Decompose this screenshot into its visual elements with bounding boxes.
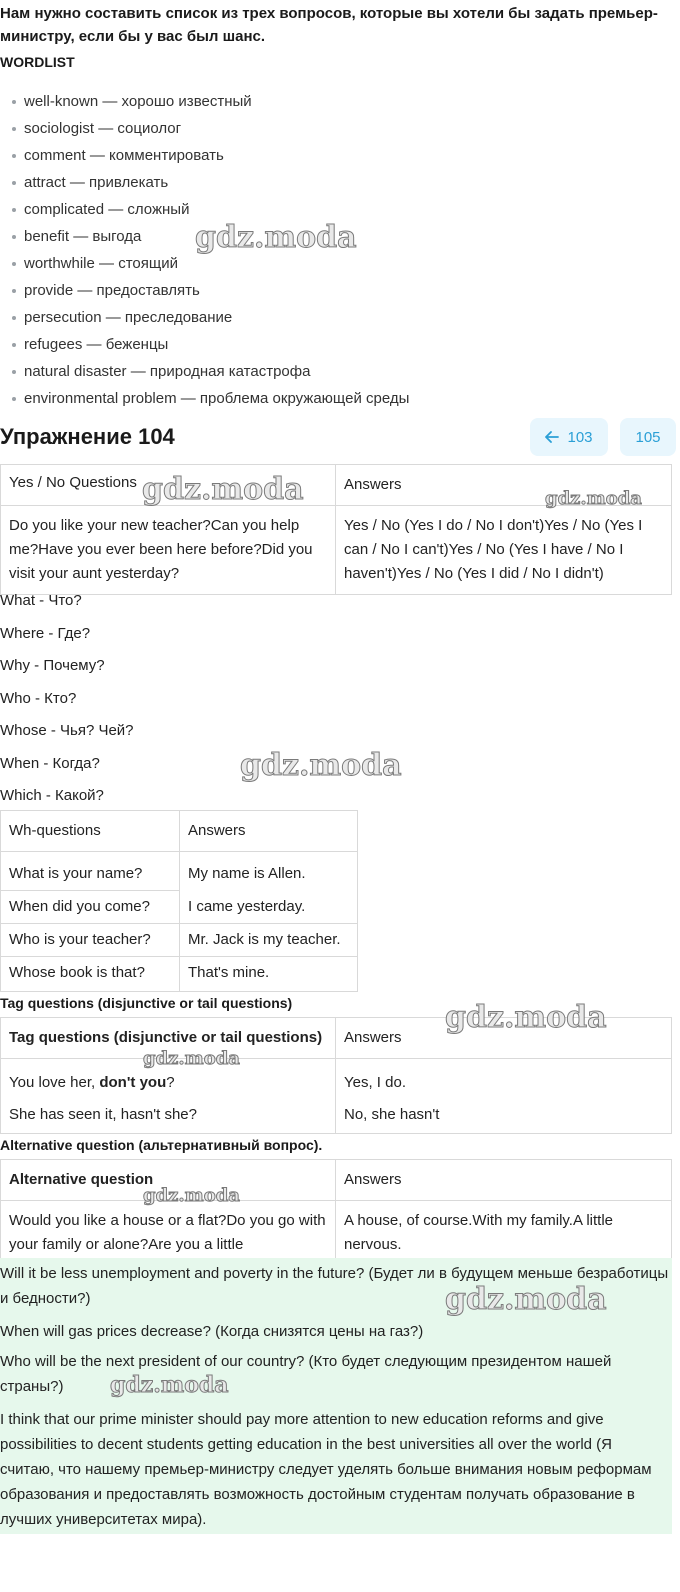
watermark: gdz.moda bbox=[143, 1185, 240, 1206]
bullet-icon bbox=[12, 316, 16, 320]
table-header-row bbox=[1, 811, 358, 852]
wh-word: Where - Где? bbox=[0, 625, 91, 642]
yesno-table bbox=[0, 464, 672, 595]
list-item: environmental problem — проблема окружающей среды bbox=[10, 385, 409, 412]
table-cell: Would you like a house or a flat?Do you go with your family or alone?Are you a little bbox=[1, 1201, 336, 1266]
bullet-icon bbox=[12, 100, 16, 104]
table-row bbox=[1, 924, 358, 957]
table-header: Answers bbox=[180, 811, 358, 852]
table-cell: Yes / No (Yes I do / No I don't)Yes / No (Yes I can / No I can't)Yes / No (Yes I have / No I haven't)Yes / No (Yes I did / No I didn't) bbox=[336, 506, 672, 595]
next-exercise-label: 105 bbox=[635, 428, 661, 446]
watermark: gdz.moda bbox=[445, 1000, 607, 1035]
table-cell: Mr. Jack is my teacher. bbox=[180, 924, 358, 957]
table-cell: Yes, I do. bbox=[336, 1059, 672, 1100]
wh-word: What - Что? bbox=[0, 592, 82, 609]
table-header: Answers bbox=[336, 1018, 672, 1059]
table-header: Alternative question bbox=[1, 1160, 336, 1201]
table-header-row bbox=[1, 1160, 672, 1201]
bullet-icon bbox=[12, 154, 16, 158]
wh-word: Why - Почему? bbox=[0, 657, 105, 674]
next-exercise-button[interactable] bbox=[620, 418, 676, 456]
bullet-icon bbox=[12, 262, 16, 266]
bullet-icon bbox=[12, 127, 16, 131]
watermark: gdz.moda bbox=[110, 1372, 229, 1398]
wh-word: When - Когда? bbox=[0, 755, 100, 772]
bullet-icon bbox=[12, 181, 16, 185]
bullet-icon bbox=[12, 235, 16, 239]
bullet-icon bbox=[12, 289, 16, 293]
table-header: Tag questions (disjunctive or tail questions) bbox=[1, 1018, 336, 1059]
wh-word: Which - Какой? bbox=[0, 787, 104, 804]
bullet-icon bbox=[12, 208, 16, 212]
list-item: natural disaster — природная катастрофа bbox=[10, 358, 409, 385]
table-header: Wh-questions bbox=[1, 811, 180, 852]
table-cell: She has seen it, hasn't she? bbox=[1, 1099, 336, 1134]
table-cell: You love her, don't you? bbox=[1, 1059, 336, 1100]
table-row bbox=[1, 852, 358, 891]
answer-paragraph: I think that our prime minister should pay more attention to new education reforms and give possibilities to decent students getting education in the best universities all over the world (Я считаю, что нашему премьер-министру следует уделять больше внимания новым реформам образования и предоставлять возможность достойным студентам получать образование в лучших университетах мира). bbox=[0, 1411, 652, 1528]
table-cell: Do you like your new teacher?Can you help me?Have you ever been here before?Did you visit your aunt yesterday? bbox=[1, 506, 336, 595]
prev-exercise-button[interactable] bbox=[530, 418, 608, 456]
list-item: well-known — хорошо известный bbox=[10, 88, 409, 115]
watermark: gdz.moda bbox=[240, 748, 402, 783]
list-item: provide — предоставлять bbox=[10, 277, 409, 304]
table-cell: That's mine. bbox=[180, 957, 358, 992]
watermark: gdz.moda bbox=[142, 472, 304, 507]
tag-section-title: Tag questions (disjunctive or tail questions) bbox=[0, 995, 293, 1011]
table-cell: Who is your teacher? bbox=[1, 924, 180, 957]
list-item: complicated — сложный bbox=[10, 196, 409, 223]
watermark: gdz.moda bbox=[545, 488, 642, 509]
table-header: Answers bbox=[336, 465, 672, 506]
answer-paragraph: When will gas prices decrease? (Когда снизятся цены на газ?) bbox=[0, 1323, 424, 1340]
prev-exercise-label: 103 bbox=[567, 428, 593, 446]
alt-table bbox=[0, 1159, 672, 1266]
arrow-left-icon bbox=[545, 431, 559, 443]
table-header: Answers bbox=[336, 1160, 672, 1201]
bullet-icon bbox=[12, 343, 16, 347]
table-row bbox=[1, 1099, 672, 1134]
table-cell: My name is Allen. bbox=[180, 852, 358, 891]
watermark: gdz.moda bbox=[195, 220, 357, 255]
alt-section-title: Alternative question (альтернативный вопрос). bbox=[0, 1137, 323, 1153]
list-item: sociologist — социолог bbox=[10, 115, 409, 142]
table-cell: A house, of course.With my family.A little nervous. bbox=[336, 1201, 672, 1266]
table-cell: When did you come? bbox=[1, 891, 180, 924]
bullet-icon bbox=[12, 370, 16, 374]
task-intro: Нам нужно составить список из трех вопросов, которые вы хотели бы задать премьер-министру, если бы у вас был шанс. bbox=[0, 5, 658, 45]
table-row bbox=[1, 1059, 672, 1100]
watermark: gdz.moda bbox=[143, 1048, 240, 1069]
table-cell: Whose book is that? bbox=[1, 957, 180, 992]
wh-word: Whose - Чья? Чей? bbox=[0, 722, 134, 739]
bullet-icon bbox=[12, 397, 16, 401]
list-item: comment — комментировать bbox=[10, 142, 409, 169]
table-row bbox=[1, 1201, 672, 1266]
exercise-title: Упражнение 104 bbox=[0, 424, 175, 449]
list-item: worthwhile — стоящий bbox=[10, 250, 409, 277]
list-item: benefit — выгода bbox=[10, 223, 409, 250]
wordlist-title: WORDLIST bbox=[0, 54, 75, 70]
table-cell: No, she hasn't bbox=[336, 1099, 672, 1134]
wh-word: Who - Кто? bbox=[0, 690, 77, 707]
answer-paragraph: Who will be the next president of our country? (Кто будет следующим президентом нашей страны?) bbox=[0, 1353, 612, 1395]
list-item: persecution — преследование bbox=[10, 304, 409, 331]
answer-paragraph: Will it be less unemployment and poverty in the future? (Будет ли в будущем меньше безработицы и бедности?) bbox=[0, 1265, 669, 1307]
watermark: gdz.moda bbox=[445, 1282, 607, 1317]
table-row bbox=[1, 957, 358, 992]
table-row bbox=[1, 891, 358, 924]
table-header: Yes / No Questions bbox=[1, 465, 336, 506]
list-item: refugees — беженцы bbox=[10, 331, 409, 358]
wh-table bbox=[0, 810, 358, 992]
list-item: attract — привлекать bbox=[10, 169, 409, 196]
table-cell: What is your name? bbox=[1, 852, 180, 891]
table-row bbox=[1, 506, 672, 595]
table-cell: I came yesterday. bbox=[180, 891, 358, 924]
